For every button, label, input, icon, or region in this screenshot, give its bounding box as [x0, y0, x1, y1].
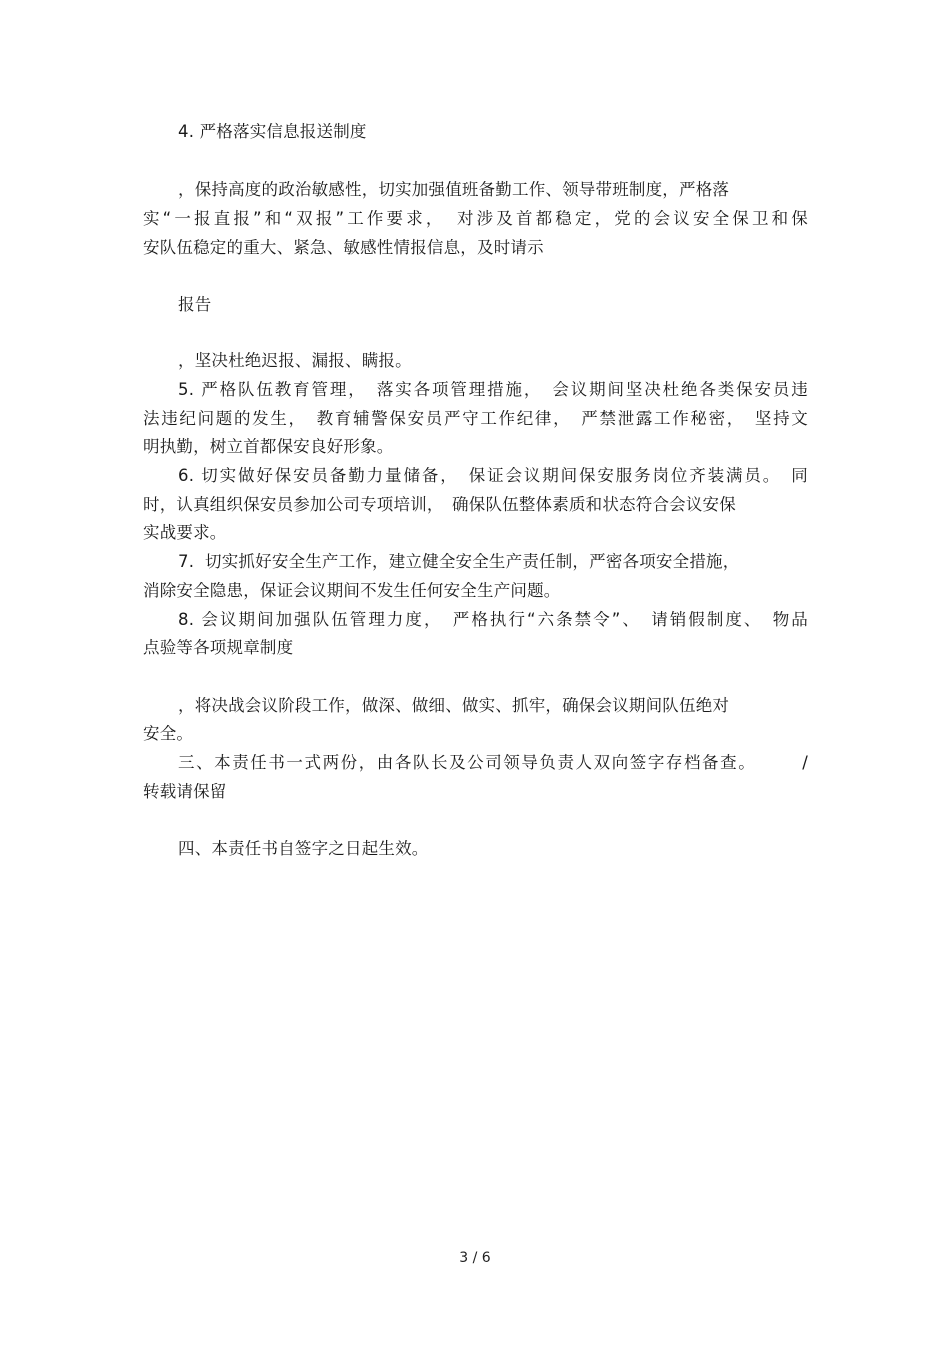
clause-three: 三、本责任书一式两份，由各队长及公司领导负责人双向签字存档备查。 /	[178, 753, 808, 772]
heading-item-8: 8. 会议期间加强队伍管理力度， 严格执行“六条禁令”、 请销假制度、 物品	[178, 610, 808, 629]
paragraph-line: 报告	[178, 295, 212, 314]
paragraph-line: 实战要求。	[143, 523, 227, 542]
paragraph-line: 时，认真组织保安员参加公司专项培训， 确保队伍整体素质和状态符合会议安保	[143, 495, 736, 514]
heading-item-7: 7. 切实抓好安全生产工作，建立健全安全生产责任制，严密各项安全措施，	[178, 552, 740, 571]
paragraph-line: 安队伍稳定的重大、紧急、敏感性情报信息，及时请示	[143, 238, 544, 257]
paragraph-line: 法违纪问题的发生， 教育辅警保安员严守工作纪律， 严禁泄露工作秘密， 坚持文	[143, 409, 808, 428]
paragraph-line: 明执勤，树立首都保安良好形象。	[143, 437, 394, 456]
paragraph-line: ，将决战会议阶段工作，做深、做细、做实、抓牢，确保会议期间队伍绝对	[178, 696, 730, 715]
heading-item-4: 4. 严格落实信息报送制度	[178, 122, 367, 141]
paragraph-line: ，坚决杜绝迟报、漏报、瞒报。	[178, 351, 412, 370]
paragraph-line: 点验等各项规章制度	[143, 638, 294, 657]
paragraph-line: 转载请保留	[143, 782, 227, 801]
heading-item-6: 6. 切实做好保安员备勤力量储备， 保证会议期间保安服务岗位齐装满员。 同	[178, 466, 808, 485]
clause-four: 四、本责任书自签字之日起生效。	[178, 839, 429, 858]
paragraph-line: 消除安全隐患，保证会议期间不发生任何安全生产问题。	[143, 581, 561, 600]
paragraph-line: 安全。	[143, 724, 194, 743]
paragraph-line: 实“一报直报”和“双报”工作要求， 对涉及首都稳定，党的会议安全保卫和保	[143, 209, 808, 228]
paragraph-line: ，保持高度的政治敏感性，切实加强值班备勤工作、领导带班制度，严格落	[178, 180, 730, 199]
page-number: 3 / 6	[459, 1250, 491, 1266]
heading-item-5: 5. 严格队伍教育管理， 落实各项管理措施， 会议期间坚决杜绝各类保安员违	[178, 380, 808, 399]
